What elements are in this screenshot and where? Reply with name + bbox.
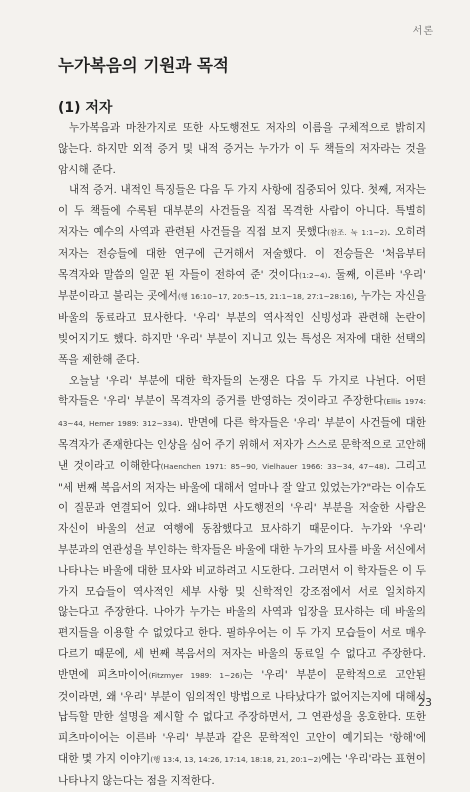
citation: (참조. 눅 1:1~2) bbox=[327, 227, 388, 237]
citation: (Haenchen 1971: 85~90, Vielhauer 1966: 33~34, 47~48) bbox=[160, 461, 387, 471]
paragraph-text: 에는 '우리'라는 표현이 나타나지 않는다는 점을 지적한다. bbox=[58, 752, 426, 787]
paragraph bbox=[58, 371, 426, 792]
page-number: 23 bbox=[418, 696, 432, 709]
paragraph-text: . 그리고 "세 번째 복음서의 저자는 바울에 대해서 얼마나 잘 알고 있었는가?"라는 이슈도 이 질문과 연결되어 있다. 왜냐하면 사도행전의 '우리' 부분을 저술한 사람은 자신이 바울의 선교 여행에 동참했다고 묘사하기 때문이다. 누가와 '우리' 부분과의 연관성을 부인하는 학자들은 바울에 대한 누가의 묘사를 바울 서신에서 나타나는 바울에 대한 묘사와 비교하려고 시도한다. 그러면서 이 학자들은 이 두 가지 모습들이 역사적인 세부 사항 및 신학적인 강조점에서 서로 일치하지 않는다고 주장한다. 나아가 누가는 바울의 사역과 입장을 묘사하는 데 바울의 편지들을 이용할 수 없었다고 한다. 필하우어는 이 두 가지 모습들이 서로 매우 다르기 때문에, 세 번째 복음서의 저자는 바울의 동료일 수 없다고 주장한다. 반면에 피츠마이어 bbox=[58, 459, 427, 681]
paragraph-text: , 누가는 자신을 바울의 동료라고 묘사한다. '우리' 부분의 역사적인 신빙성과 관련해 논란이 빚어지기도 했다. 하지만 '우리' 부분이 지니고 있는 특성은 저자에 대한 선택의 폭을 제한해 준다. bbox=[58, 290, 426, 366]
citation: (1:2~4) bbox=[298, 270, 328, 280]
chapter-title: 누가복음의 기원과 목적 bbox=[58, 56, 229, 75]
citation: (Fitzmyer 1989: 1~26) bbox=[148, 670, 243, 680]
paragraph-text: 오늘날 '우리' 부분에 대한 학자들의 논쟁은 다음 두 가지로 나뉜다. 어떤 학자들은 '우리' 부분이 목격자의 증거를 반영하는 것이라고 주장한다 bbox=[58, 374, 426, 408]
paragraph-text: . 오히려 저자는 전승들에 대한 연구에 근거해서 저술했다. 이 전승들은 '처음부터 목격자와 말씀의 일꾼 된 자들이 전하여 준' 것이다 bbox=[58, 225, 426, 281]
body-text bbox=[58, 118, 426, 792]
paragraph bbox=[58, 118, 426, 180]
paragraph-text: . 반면에 다른 학자들은 '우리' 부분이 사건들에 대한 목격자가 존재한다는 인상을 심어 주기 위해서 저자가 스스로 문학적으로 고안해 낸 것이라고 이해한다 bbox=[58, 417, 427, 472]
citation: (Ellis 1974: 43~44, Hemer 1989: 312~334) bbox=[58, 397, 427, 429]
paragraph-text: . 둘째, 이른바 '우리' 부분이라고 불리는 곳에서 bbox=[58, 268, 427, 303]
paragraph-text: 내적 증거. 내적인 특징들은 다음 두 가지 사항에 집중되어 있다. 첫째, 저자는 이 두 책들에 수록된 대부분의 사건들을 직접 목격한 사람이 아니다. 특별히 저자는 예수의 사역과 관련된 사건들을 직접 보지 못했다 bbox=[58, 184, 426, 238]
paragraph bbox=[58, 180, 426, 370]
citation: (행 16:10~17, 20:5~15, 21:1~18, 27:1~28:16) bbox=[177, 292, 354, 302]
paragraph-text: 는 '우리' 부분이 문학적으로 고안된 것이라면, 왜 '우리' 부분이 임의적인 방법으로 나타났다가 없어지는지에 대해서 납득할 만한 설명을 제시할 수 없다고 주장하면서, 그 연관성을 옹호한다. 또한 피츠마이어는 이른바 '우리' 부분과 같은 문학적인 고안이 예기되는 '항해'에 대한 몇 가지 이야기 bbox=[58, 668, 426, 765]
paragraph-text: 누가복음과 마찬가지로 또한 사도행전도 저자의 이름을 구체적으로 밝히지 않는다. 하지만 외적 증거 및 내적 증거는 누가가 이 두 책들의 저자라는 것을 암시해 준다. bbox=[58, 122, 426, 176]
citation: (행 13:4, 13, 14:26, 17:14, 18:18, 21, 20:1~2) bbox=[150, 754, 322, 764]
section-title: (1) 저자 bbox=[58, 100, 113, 116]
running-head: 서론 bbox=[412, 26, 434, 37]
